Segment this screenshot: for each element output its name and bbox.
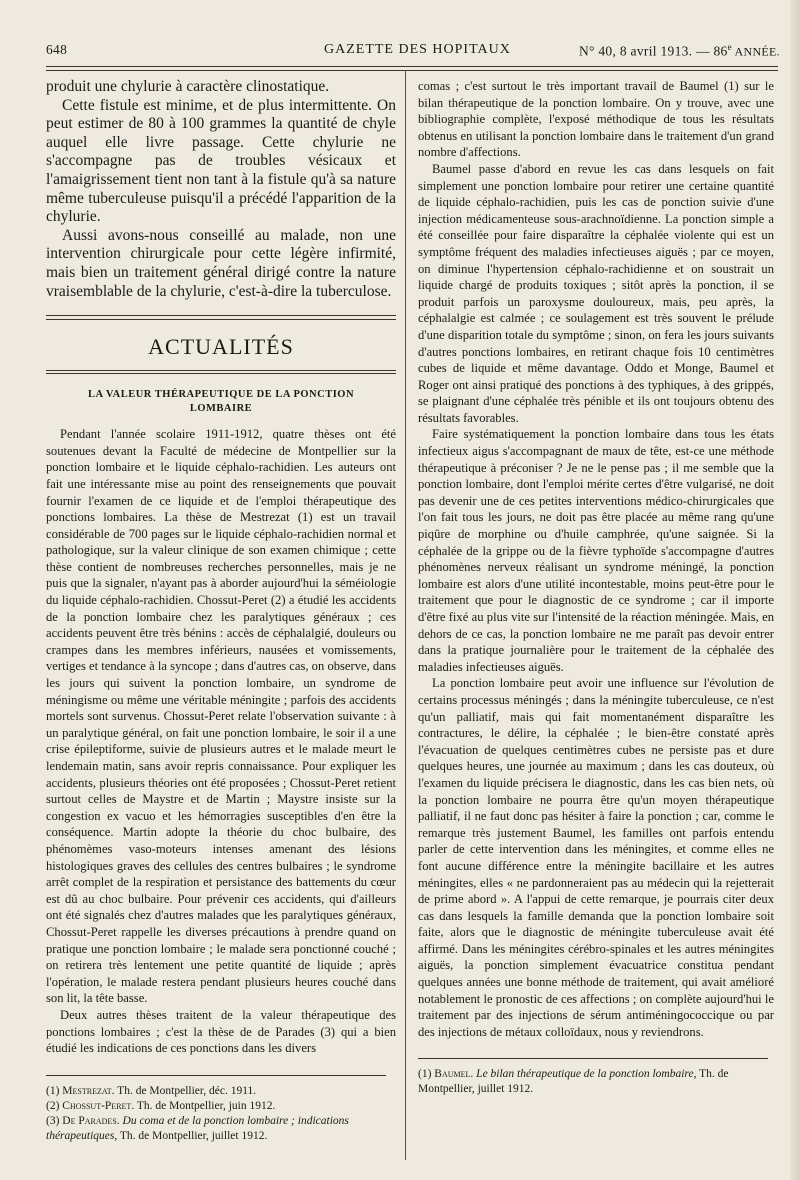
section-title: ACTUALITÉS — [148, 334, 294, 360]
footnote: (1) Mestrezat. Th. de Montpellier, déc. 1911. — [46, 1084, 257, 1097]
header-rule-2 — [46, 70, 778, 71]
article-paragraph: comas ; c'est surtout le très important travail de Baumel (1) sur le bilan thérapeutique de la ponction lombaire. On y trouve, avec une bibliographie complète, l'exposé méthodique de tous les résultats obtenus en utilisant la ponction lombaire dans le traitement d'un grand nombre d'affections. — [418, 79, 774, 160]
page-number: 648 — [46, 42, 68, 57]
intro-text — [46, 78, 396, 301]
article-body — [46, 426, 396, 1057]
article-paragraph: Pendant l'année scolaire 1911-1912, quatre thèses ont été soutenues devant la Faculté de médecine de Montpellier sur la ponction lombaire et le liquide céphalo-rachidien. Les auteurs ont fait une intéressante mise au point des renseignements que pouvait fournir l'examen de ce liquide et de l'emploi thérapeutique des ponctions lombaires. La thèse de Mestrezat (1) est un travail considérable de 700 pages sur le liquide céphalo-rachidien normal et pathologique, sur la valeur clinique de son examen chimique ; cette thèse contient de nombreuses recherches personnelles, mais je ne puis que la signaler, n'ayant pas à aborder aujourd'hui la séméiologie du liquide céphalo-rachidien. Chossut-Peret (2) a étudié les accidents de la ponction lombaire chez les paralytiques généraux ; ces accidents peuvent être très bénins : accès de céphalalgié, douleurs ou crampes dans les membres inférieurs, nausées et vomissements, vertiges et tendance à la syncope ; dans d'autres cas, on observe, dans les jours qui suivent la ponction lombaire, un syndrome de méningisme ou même une véritable méningite ; parfois des accidents mortels sont survenus. Chossut-Peret relate l'observation suivante : à un paralytique général, on fait une ponction lombaire, le soir il a une crise épileptiforme, suivie de plusieurs autres et le malade meurt le lendemain matin, sans avoir repris connaissance. Pour expliquer les accidents, plusieurs théories ont été proposées ; Chossut-Peret retient surtout celles de Maystre et de Martin ; Maystre insiste sur la congestion ex vacuo et les hémorragies susceptibles d'en être la conséquence. Martin adopte la théorie du choc bulbaire, des phénomèmes vaso-moteurs intenses amenant des lésions histologiques graves des cellules des centres bulbaires ; le syndrome arrêt complet de la respiration et persistance des battements du cœur est dû au choc bulbaire. Pour prévenir ces accidents, qui d'ailleurs ont été signalés chez d'autres malades que les paralytiques généraux, Chossut-Peret rappelle les diverses précautions à prendre quand on pratique une ponction lombaire ; le malade sera ponctionné couché ; on retirera très lentement une petite quantité de liquide ; après l'opération, le malade restera pendant plusieurs heures couché dans son lit, la tête basse. — [46, 427, 396, 1006]
left-column — [46, 78, 396, 1144]
page-header — [46, 38, 780, 62]
intro-paragraph: produit une chylurie à caractère clinostatique. — [46, 78, 330, 95]
journal-title: GAZETTE DES HOPITAUX — [324, 42, 511, 57]
page-edge — [790, 0, 800, 1180]
column-separator — [405, 70, 406, 1160]
footnote: (3) De Parades. Du coma et de la ponction lombaire ; indications thérapeutiques, Th. de Montpellier, juillet 1912. — [46, 1114, 349, 1142]
right-body — [418, 78, 774, 1040]
footnotes — [46, 1084, 396, 1144]
footnote: (2) Chossut-Peret. Th. de Montpellier, juin 1912. — [46, 1099, 276, 1112]
article-title: LA VALEUR THÉRAPEUTIQUE DE LA PONCTION LOMBAIRE — [87, 389, 355, 415]
right-column — [418, 78, 774, 1097]
intro-paragraph: Cette fistule est minime, et de plus intermittente. On peut estimer de 80 à 100 grammes la quantité de chyle auquel elle livre passage. Cette chylurie ne s'accompagne pas de troubles vésicaux et l'amaigrissement tient non tant à la fistule qu'à sa nature même tuberculeuse puisqu'il a précédé l'apparition de la chylurie. — [46, 96, 396, 226]
footnote-rule — [46, 1075, 386, 1076]
article-paragraph: Deux autres thèses traitent de la valeur thérapeutique des ponctions lombaires ; c'est la thèse de de Parades (3) qui a bien étudié les indications de ces ponctions dans les divers — [46, 1007, 396, 1056]
footnotes — [418, 1067, 774, 1097]
footnote-rule — [418, 1058, 768, 1059]
section-divider — [46, 315, 396, 320]
article-paragraph: Baumel passe d'abord en revue les cas dans lesquels on fait simplement une ponction lombaire pour retirer une certaine quantité de liquide céphalo-rachidien, puis les cas de ponction suivie d'une injection médicamenteuse sous-arachnoïdienne. La ponction simple a été conseillée pour faire disparaître la céphalée violente qui est un symptôme fréquent des maladies infectieuses aiguës ; par ce moyen, on diminue l'hypertension céphalo-rachidienne et on soustrait un liquide chargé de produits toxiques ; sitôt après la ponction, il se produit parfois un paroxysme douloureux, mais, peu après, la céphalalgie est calmée ; ce soulagement est très souvent le prélude d'une disparition totale du symptôme ; sinon, on fera les jours suivants d'autres ponctions lombaires, en retirant chaque fois 10 centimètres cubes de liquide et même davantage. Oddo et Monge, Baumel et Roger ont ainsi pratiqué des ponctions à des typhiques, à des grippés, se plaignant d'une céphalée très pénible et ils ont toujours obtenu des résultats favorables. — [418, 161, 774, 425]
article-paragraph: Faire systématiquement la ponction lombaire dans tous les états infectieux aigus s'accompagnant de maux de tête, est-ce une méthode thérapeutique à préconiser ? Je ne le pense pas ; il me semble que la ponction lombaire, dont l'emploi mérite certes d'être vulgarisé, ne doit pas devenir une de ces petites interventions médico-chirurgicales que l'on fait tous les jours, ne doit pas être placée au même rang qu'une piqûre de morphine ou d'huile camphrée, qu'une saignée. Si la céphalée de la grippe ou de la fièvre typhoïde s'accompagne d'autres phénomènes nerveux réalisant un syndrome méningé, la ponction lombaire est alors d'une utilité incontestable, moins peut-être pour le traitement que pour le diagnostic de ce syndrome ; car il importe d'être fixé au plus vite sur l'intensité de la réaction méningée. Mais, en dehors de ce cas, la ponction lombaire ne me paraît pas devoir entrer dans la pratique journalière pour le traitement de la céphalée des maladies infectieuses aiguës. — [418, 427, 774, 674]
intro-paragraph: Aussi avons-nous conseillé au malade, non une intervention chirurgicale pour cette légère infirmité, mais bien un traitement général dirigé contre la nature vraisemblable de la chylurie, c'est-à-dire la tuberculose. — [46, 226, 396, 300]
article-paragraph: La ponction lombaire peut avoir une influence sur l'évolution de certains processus méningés ; dans la méningite tuberculeuse, ce n'est qu'un palliatif, mais qui fait momentanément disparaître les contractures, le délire, la céphalée ; le bien-être constaté après l'évacuation de quelques centimètres cubes ne persiste pas et dure quelques heures, une journée au maximum ; dans les cas douteux, où l'examen du liquide précisera le diagnostic, dans les cas bien nets, où la ponction lombaire ne pourra être qu'un moyen thérapeutique palliatif, il ne faut donc pas hésiter à faire la ponction ; car, comme le remarque très justement Baumel, les familles ont parfois entendu parler de cette intervention dans les méningites, et comme elles ne font aucune différence entre la méningite bacillaire et les autres méningites, elles « ne pardonneraient pas au médecin qui la rejetterait de prime abord ». A l'appui de cette remarque, je pourrais citer deux cas dans lesquels la famille demanda que la ponction lombaire soit faite, alors que le diagnostic de méningite tuberculeuse avait été affirmé. Dans les méningites cérébro-spinales et les autres méningites aiguës, la ponction simplement évacuatrice constitua pendant quelques années une bonne méthode de traitement, qui avait amélioré notablement le pronostic de ces affections ; on complète aujourd'hui le traitement par des injections de sérum antiméningococcique ou par des injections de métaux colloïdaux, nous y reviendrons. — [418, 676, 774, 1039]
section-title-rule — [46, 370, 396, 374]
footnote: (1) Baumel. Le bilan thérapeutique de la ponction lombaire, Th. de Montpellier, juillet 1912. — [418, 1068, 729, 1096]
header-rule — [46, 66, 778, 67]
issue-info: N° 40, 8 avril 1913. — 86e ANNÉE. — [578, 42, 780, 59]
